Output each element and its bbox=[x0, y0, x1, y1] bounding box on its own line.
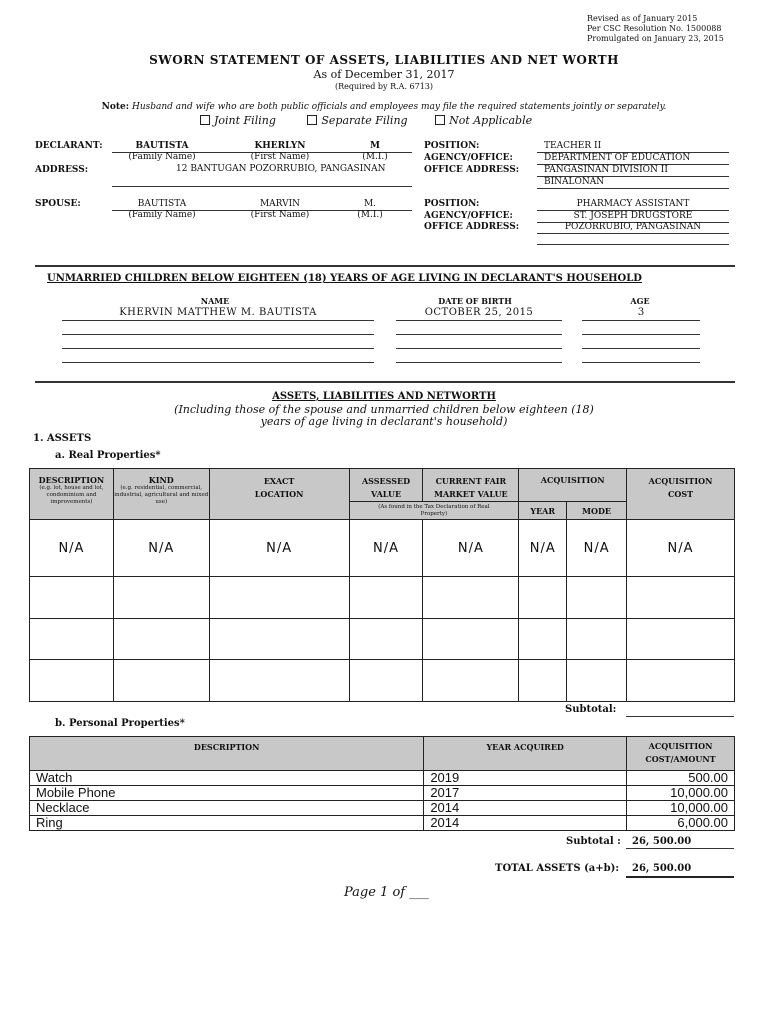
total-assets-value: 26, 500.00 bbox=[632, 863, 692, 874]
pp-description-cell: Watch bbox=[30, 771, 424, 786]
position-label: POSITION: bbox=[424, 141, 480, 151]
filing-note bbox=[0, 102, 768, 112]
children-dob-header: DATE OF BIRTH bbox=[438, 296, 512, 306]
child-age: 3 bbox=[637, 307, 645, 318]
real-properties-label: a. Real Properties* bbox=[55, 450, 161, 461]
first-name-caption: (First Name) bbox=[250, 152, 310, 162]
mi-caption: (M.I.) bbox=[362, 152, 388, 162]
children-heading: UNMARRIED CHILDREN BELOW EIGHTEEN (18) YEARS OF AGE LIVING IN DECLARANT'S HOUSEHOLD bbox=[47, 273, 642, 284]
assets-label: 1. ASSETS bbox=[33, 433, 92, 444]
children-age-header: AGE bbox=[630, 296, 650, 306]
rp-mode-header: MODE bbox=[567, 502, 627, 520]
pp-cost-cell: 500.00 bbox=[627, 771, 735, 786]
child-dob: OCTOBER 25, 2015 bbox=[424, 307, 534, 318]
revision-line-1: Revised as of January 2015 bbox=[587, 14, 698, 23]
table-row bbox=[30, 816, 735, 831]
revision-line-3: Promulgated on January 23, 2015 bbox=[587, 34, 724, 43]
rp-year-header: YEAR bbox=[519, 502, 567, 520]
separate-filing-option[interactable]: Separate Filing bbox=[307, 114, 407, 127]
table-row bbox=[30, 786, 735, 801]
filing-options bbox=[200, 114, 532, 127]
pp-cost-cell: 10,000.00 bbox=[627, 786, 735, 801]
rp-cost-header: ACQUISITION COST bbox=[627, 469, 735, 520]
page-title: SWORN STATEMENT OF ASSETS, LIABILITIES AND NET WORTH bbox=[149, 53, 619, 67]
spouse-office-address: POZORRUBIO, PANGASINAN bbox=[564, 222, 702, 232]
spouse-family-caption: (Family Name) bbox=[128, 210, 196, 220]
pp-subtotal-value: 26, 500.00 bbox=[632, 836, 692, 847]
rp-location-cell: N/A bbox=[209, 520, 349, 577]
not-applicable-option[interactable]: Not Applicable bbox=[435, 114, 532, 127]
pp-description-header: DESCRIPTION bbox=[30, 737, 424, 771]
rp-location-header: EXACT LOCATION bbox=[209, 469, 349, 520]
checkbox-icon[interactable] bbox=[307, 115, 317, 125]
spouse-agency: ST. JOSEPH DRUGSTORE bbox=[573, 211, 693, 221]
personal-properties-table bbox=[29, 736, 735, 831]
rp-kind-cell: N/A bbox=[113, 520, 209, 577]
office-address-label: OFFICE ADDRESS: bbox=[424, 165, 520, 175]
declarant-office-address-1: PANGASINAN DIVISION II bbox=[544, 165, 668, 175]
child-name: KHERVIN MATTHEW M. BAUTISTA bbox=[119, 307, 317, 318]
assets-heading: ASSETS, LIABILITIES AND NETWORTH bbox=[272, 391, 496, 402]
children-name-header: NAME bbox=[200, 296, 230, 306]
table-row bbox=[30, 771, 735, 786]
spouse-mi: M. bbox=[363, 199, 377, 209]
joint-filing-option[interactable]: Joint Filing bbox=[200, 114, 276, 127]
rp-year-cell: N/A bbox=[519, 520, 567, 577]
personal-properties-label: b. Personal Properties* bbox=[55, 718, 185, 729]
rp-value-note: (As found in the Tax Declaration of Real Property) bbox=[349, 502, 519, 520]
checkbox-icon[interactable] bbox=[200, 115, 210, 125]
rp-market-cell: N/A bbox=[423, 520, 519, 577]
rp-description-header: DESCRIPTION (e.g. lot, house and lot, condominium and improvements) bbox=[30, 469, 114, 520]
pp-year-cell: 2017 bbox=[424, 786, 627, 801]
rp-assessed-cell: N/A bbox=[349, 520, 423, 577]
table-row bbox=[30, 660, 735, 702]
declarant-label: DECLARANT: bbox=[35, 141, 103, 151]
declarant-office-address-2: BINALONAN bbox=[544, 177, 605, 187]
pp-description-cell: Mobile Phone bbox=[30, 786, 424, 801]
pp-subtotal-label: Subtotal : bbox=[566, 836, 621, 847]
agency-label: AGENCY/OFFICE: bbox=[424, 153, 513, 163]
rp-subtotal-label: Subtotal: bbox=[565, 704, 617, 715]
declarant-mi: M bbox=[370, 141, 380, 151]
declarant-address: 12 BANTUGAN POZORRUBIO, PANGASINAN bbox=[176, 164, 386, 174]
pp-year-cell: 2014 bbox=[424, 801, 627, 816]
total-assets-label: TOTAL ASSETS (a+b): bbox=[495, 863, 620, 874]
table-row bbox=[30, 619, 735, 660]
rp-assessed-header: ASSESSED VALUE bbox=[349, 469, 423, 502]
table-row bbox=[30, 577, 735, 619]
required-by: (Required by R.A. 6713) bbox=[334, 82, 434, 91]
assets-subheading-2: years of age living in declarant's household) bbox=[260, 415, 508, 428]
rp-kind-header: KIND (e.g. residential, commercial, industrial, agricultural and mixed use) bbox=[113, 469, 209, 520]
table-row bbox=[30, 520, 735, 577]
spouse-mi-caption: (M.I.) bbox=[357, 210, 383, 220]
page-number: Page 1 of ___ bbox=[344, 885, 429, 900]
pp-description-cell: Ring bbox=[30, 816, 424, 831]
assets-subheading-1: (Including those of the spouse and unmarried children below eighteen (18) bbox=[174, 403, 594, 416]
pp-cost-cell: 10,000.00 bbox=[627, 801, 735, 816]
real-properties-table bbox=[29, 468, 735, 702]
address-label: ADDRESS: bbox=[35, 165, 89, 175]
as-of-date: As of December 31, 2017 bbox=[313, 68, 455, 81]
spouse-family-name: BAUTISTA bbox=[137, 199, 187, 209]
spouse-position: PHARMACY ASSISTANT bbox=[576, 199, 690, 209]
spouse-agency-label: AGENCY/OFFICE: bbox=[424, 211, 513, 221]
table-row bbox=[30, 801, 735, 816]
declarant-agency: DEPARTMENT OF EDUCATION bbox=[544, 153, 691, 163]
revision-line-2: Per CSC Resolution No. 1500088 bbox=[587, 24, 722, 33]
declarant-family-name: BAUTISTA bbox=[135, 141, 189, 151]
spouse-first-caption: (First Name) bbox=[250, 210, 310, 220]
note-text: Husband and wife who are both public officials and employees may file the required statements jointly or separately. bbox=[131, 102, 667, 112]
rp-cost-cell: N/A bbox=[627, 520, 735, 577]
rp-market-header: CURRENT FAIR MARKET VALUE bbox=[423, 469, 519, 502]
spouse-first-name: MARVIN bbox=[259, 199, 301, 209]
pp-year-header: YEAR ACQUIRED bbox=[424, 737, 627, 771]
note-label: Note: bbox=[101, 102, 130, 112]
spouse-office-address-label: OFFICE ADDRESS: bbox=[424, 222, 520, 232]
declarant-first-name: KHERLYN bbox=[254, 141, 306, 151]
pp-cost-header: ACQUISITION COST/AMOUNT bbox=[627, 737, 735, 771]
rp-acquisition-header: ACQUISITION bbox=[519, 469, 627, 502]
pp-year-cell: 2019 bbox=[424, 771, 627, 786]
spouse-position-label: POSITION: bbox=[424, 199, 480, 209]
spouse-label: SPOUSE: bbox=[35, 199, 81, 209]
pp-description-cell: Necklace bbox=[30, 801, 424, 816]
checkbox-icon[interactable] bbox=[435, 115, 445, 125]
rp-description-cell: N/A bbox=[30, 520, 114, 577]
revision-note bbox=[587, 14, 724, 44]
pp-cost-cell: 6,000.00 bbox=[627, 816, 735, 831]
family-name-caption: (Family Name) bbox=[128, 152, 196, 162]
pp-year-cell: 2014 bbox=[424, 816, 627, 831]
rp-mode-cell: N/A bbox=[567, 520, 627, 577]
declarant-position: TEACHER II bbox=[544, 141, 602, 151]
